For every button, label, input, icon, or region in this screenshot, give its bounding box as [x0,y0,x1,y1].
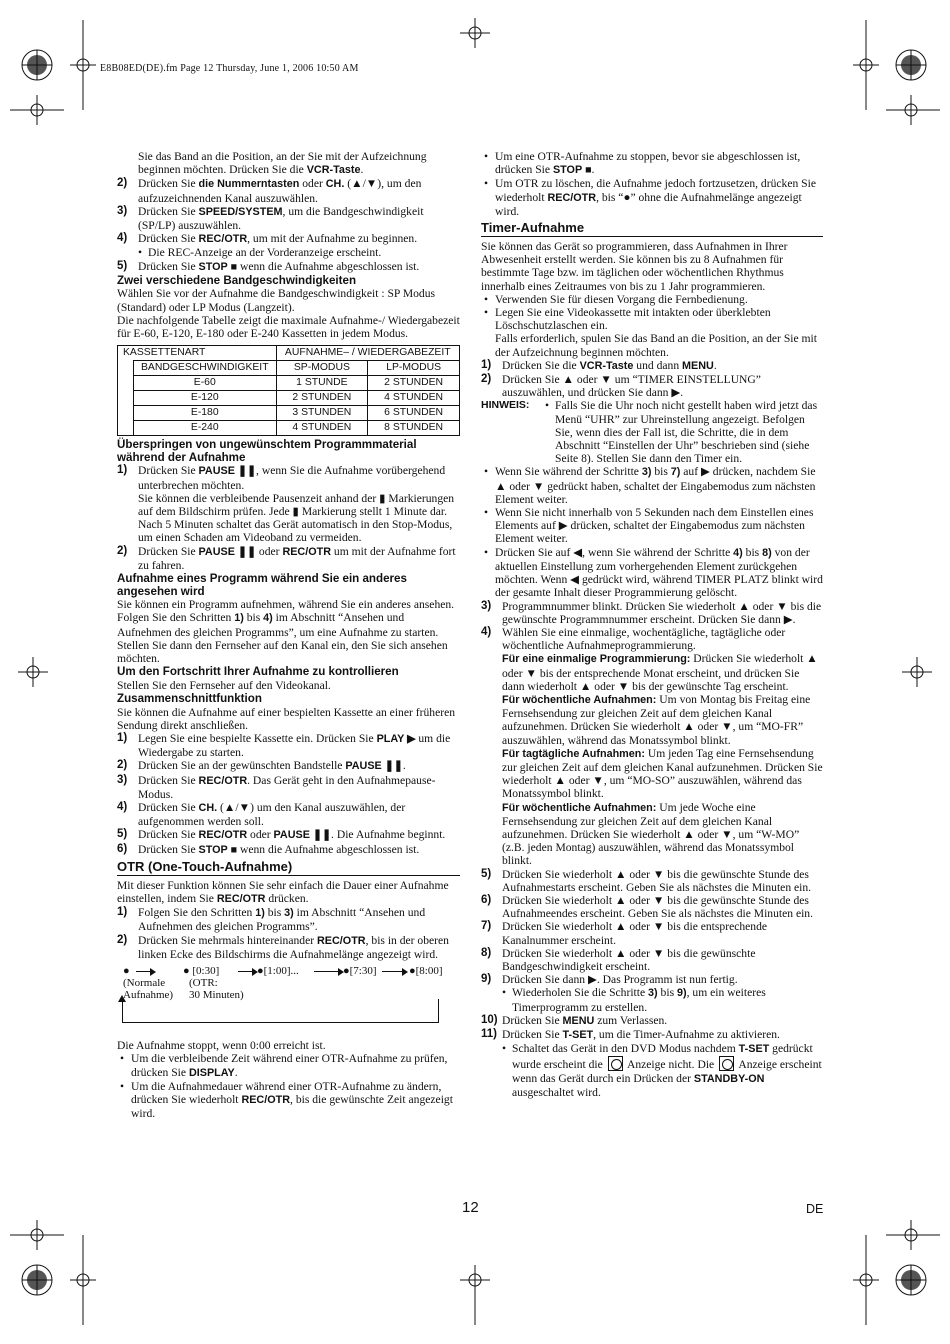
otr-state-8-00: ●[8:00] [409,965,443,978]
watch-paragraph: Sie können ein Programm aufnehmen, während Sie ein anderes ansehen. Folgen Sie den Schritten 1) bis 4) im Abschnitt “Ansehen und Aufnehmen des gleichen Programms”, um eine Aufnahme zu starten. Stellen Sie dann den Fernseher auf den Kanal ein, den Sie sich ansehen möchten. [117,598,455,666]
table-header-sp: SP-MODUS [276,361,368,376]
corner-rosette-bottom-right [896,1265,926,1295]
otr-bullet-change: • Um die Aufnahmedauer während einer OTR-Aufnahme zu ändern, drücken Sie wiederholt REC/OTR, bis die gewünschte Zeit angezeigt wird. [120,1079,453,1121]
recording-time-table [117,345,460,436]
otr-label-otr: (OTR: 30 Minuten) [189,977,244,1002]
assemble-step-3: 3) Drücken Sie REC/OTR. Das Gerät geht in den Aufnahmepause-Modus. [117,773,436,801]
assemble-step-6: 6) Drücken Sie STOP ■ wenn die Aufnahme abgeschlossen ist. [117,842,420,856]
table-header-lp: LP-MODUS [368,361,460,376]
timer-step-4: 4) Wählen Sie eine einmalige, wochentägliche, tagtägliche oder wöchentliche Aufnahmeprogrammierung. Für eine einmalige Programmierung: Drücken Sie wiederholt ▲ oder ▼ bis der entsprechende Monat erscheint, und drücken Sie dann wiederholt ▲ oder ▼ bis der gewünschte Tag erscheint. Für wöchentliche Aufnahmen: Um von Montag bis Freitag eine Fernsehsendung zur gleichen Zeit auf dem gleichen Kanal aufzunehmen. Drücken Sie wiederholt ▲ oder ▼, um “MO-FR” auszuwählen, während das Monatssymbol blinkt. Für tagtägliche Aufnahmen: Um jeden Tag eine Fernsehsendung zur gleichen Zeit auf dem gleichen Kanal aufzunehmen. Drücken Sie wiederholt ▲ oder ▼, um “MO-SO” auszuwählen, während das Monatssymbol blinkt. Für wöchentliche Aufnahmen: Um jede Woche eine Fernsehsendung zur gleichen Zeit auf dem gleichen Kanal aufzunehmen. Drücken Sie wiederholt ▲ oder ▼, um “W-MO” (z.B. jeden Montag) auszuwählen, während das Monatssymbol blinkt. [481,625,823,868]
corner-rosette-top-left [22,50,52,80]
left-column [117,150,460,1120]
note-clock: HINWEIS: • Falls Sie die Uhr noch nicht gestellt haben wird jetzt das Menü “UHR” zur Uhreinstellung angezeigt. Befolgen Sie, wenn dies der Fall ist, die Schritte, die in dem Abschnitt “Einstellen der Uhr” beschrieben sind (siehe Seite 8). Stellen Sie dann den Timer ein. [481,399,818,466]
otr-state-0-30: ● [0:30] [183,965,220,978]
timer-bullet-cassette: • Legen Sie eine Videokassette mit intakten oder überklebten Löschschutzlaschen ein. Falls erforderlich, spulen Sie das Band an die Position, an der Sie mit der Aufzeichnung beginnen möchten. [484,306,817,359]
corner-rosette-top-right [896,50,926,80]
otr-step-2: 2) Drücken Sie mehrmals hintereinander REC/OTR, bis in der oberen linken Ecke des Bildschirms die Aufnahmelänge angezeigt wird. [117,933,449,961]
heading-timer: Timer-Aufnahme [481,220,823,237]
timer-step-1: 1) Drücken Sie die VCR-Taste und dann MENU. [481,358,717,372]
heading-watch-other: Aufnahme eines Programm während Sie ein anderes angesehen wird [117,572,407,598]
otr-stop-note: Die Aufnahme stoppt, wenn 0:00 erreicht ist. [117,1039,326,1053]
skip-step-1: 1) Drücken Sie PAUSE ❚❚, wenn Sie die Aufnahme vorübergehend unterbrechen möchten. Sie können die verbleibende Pausenzeit anhand der ▮ Markierungen auf dem Bildschirm prüfen. Jede ▮ Markierung stellt 1 Minute dar. Nach 5 Minuten schaltet das Gerät automatisch in den Stop-Modus, um einen Schaden am Videoband zu vermeiden. [117,464,455,545]
timer-bullet-back: • Drücken Sie auf ◀, wenn Sie während der Schritte 4) bis 8) von der aktuellen Einstellung zum vorhergehenden Element zurückgehen möchten. Wenn ◀ gedrückt wird, während TIMER PLATZ blinkt wird der gesamte Inhalt dieser Programmierung gelöscht. [484,545,823,600]
otr-arrow [381,965,407,978]
step-2: 2) Drücken Sie die Nummerntasten oder CH. (▲/▼), um den aufzuzeichnenden Kanal auszuwählen. [117,177,422,205]
timer-paragraph: Sie können das Gerät so programmieren, dass Aufnahmen in Ihrer Abwesenheit erstellt werden. Sie können bis zu 8 Aufnahmen für bestimmte Tage bzw. im täglichen oder wöchentlichen Rhythmus innerhalb eines Zeitraumes von bis zu 1 Jahr programmieren. [481,240,788,293]
timer-step-8: 8) Drücken Sie wiederholt ▲ oder ▼ bis die gewünschte Bandgeschwindigkeit erscheint. [481,946,756,973]
otr-state-normal: ● [123,965,130,978]
corner-rosette-bottom-left [22,1265,52,1295]
timer-step-6: 6) Drücken Sie wiederholt ▲ oder ▼ bis die gewünschte Stunde des Aufnahmeendes erscheint. Geben Sie als nächstes die Minuten ein. [481,893,814,921]
step-3: 3) Drücken Sie SPEED/SYSTEM, um die Bandgeschwindigkeit (SP/LP) auszuwählen. [117,204,424,233]
timer-clock-icon [719,1056,734,1071]
otr-state-7-30: ●[7:30] [343,965,377,978]
otr-cycle-diagram [117,965,460,1039]
right-column [481,150,823,1099]
skip-step-2: 2) Drücken Sie PAUSE ❚❚ oder REC/OTR um mit der Aufnahme fort zu fahren. [117,544,456,572]
step-5: 5) Drücken Sie STOP ■ wenn die Aufnahme abgeschlossen ist. [117,259,420,273]
intro-paragraph: Sie das Band an die Position, an der Sie mit der Aufzeichnung beginnen möchten. Drücken Sie die VCR-Taste. [138,150,427,177]
table-row: E-180 3 STUNDEN 6 STUNDEN [118,406,460,421]
heading-progress: Um den Fortschritt Ihrer Aufnahme zu kontrollieren [117,665,399,679]
timer-bullet-remote: • Verwenden Sie für diesen Vorgang die Fernbedienung. [484,292,748,306]
heading-skip: Überspringen von ungewünschtem Programmmaterial während der Aufnahme [117,438,417,464]
table-header-cassette-type: KASSETTENART [118,346,277,361]
assemble-step-4: 4) Drücken Sie CH. (▲/▼) um den Kanal auszuwählen, der aufgenommen werden soll. [117,801,406,829]
table-header-speed: BANDGESCHWINDIGKEIT [134,361,277,376]
speed-paragraph-1: Wählen Sie vor der Aufnahme die Bandgeschwindigkeit : SP Modus (Standard) oder LP Modus (Langzeit). [117,287,436,314]
timer-step-2: 2) Drücken Sie ▲ oder ▼ um “TIMER EINSTELLUNG” auszuwählen, und drücken Sie dann ▶. [481,373,761,400]
table-row: E-120 2 STUNDEN 4 STUNDEN [118,391,460,406]
otr-bullet-stop: • Um eine OTR-Aufnahme zu stoppen, bevor sie abgeschlossen ist, drücken Sie STOP ■. [484,150,801,177]
timer-step-5: 5) Drücken Sie wiederholt ▲ oder ▼ bis die gewünschte Stunde des Aufnahmestarts erscheint. Geben Sie als nächstes die Minuten ein. [481,867,812,894]
table-row: E-60 1 STUNDE 2 STUNDEN [118,376,460,391]
timer-step-10: 10) Drücken Sie MENU zum Verlassen. [481,1013,668,1027]
heading-assemble: Zusammenschnittfunktion [117,692,262,706]
assemble-paragraph: Sie können die Aufnahme auf einer bespielten Kassette an einer früheren Sendung direkt anschließen. [117,705,456,732]
progress-paragraph: Stellen Sie den Fernseher auf den Videokanal. [117,678,331,692]
otr-arrow [313,965,343,978]
heading-otr: OTR (One-Touch-Aufnahme) [117,859,460,876]
otr-return-loop [122,999,439,1023]
otr-paragraph: Mit dieser Funktion können Sie sehr einfach die Dauer einer Aufnahme einstellen, indem Sie REC/OTR drücken. [117,878,449,906]
assemble-step-1: 1) Legen Sie eine bespielte Kassette ein. Drücken Sie PLAY ▶ um die Wiedergabe zu starten. [117,732,451,760]
speed-paragraph-2: Die nachfolgende Tabelle zeigt die maximale Aufnahme-/ Wiedergabezeit für E-60, E-120, E-180 oder E-240 Kassetten in jedem Modus. [117,313,460,341]
timer-step-9: 9) Drücken Sie dann ▶. Das Programm ist nun fertig. • Wiederholen Sie die Schritte 3) bis 9), um ein weiteres Timerprogramm zu erstellen. [481,973,766,1014]
otr-state-1-00: ●[1:00]... [257,965,299,978]
otr-step-1: 1) Folgen Sie den Schritten 1) bis 3) im Abschnitt “Ansehen und Aufnehmen des gleichen Programms”. [117,906,426,934]
assemble-step-5: 5) Drücken Sie REC/OTR oder PAUSE ❚❚. Die Aufnahme beginnt. [117,828,446,842]
heading-tape-speeds: Zwei verschiedene Bandgeschwindigkeiten [117,273,357,287]
timer-clock-icon [608,1056,623,1071]
page-number: 12 [462,1199,479,1216]
otr-bullet-cancel: • Um OTR zu löschen, die Aufnahme jedoch fortzusetzen, drücken Sie wiederholt REC/OTR, bis “●” ohne die Aufnahmelänge angezeigt wird. [484,177,816,218]
timer-bullet-timeout: • Wenn Sie nicht innerhalb von 5 Sekunden nach dem Einstellen eines Elements auf ▶ drücken, schaltet der Eingabemodus zum nächsten Element weiter. [484,506,814,546]
timer-bullet-next: • Wenn Sie während der Schritte 3) bis 7) auf ▶ drücken, nachdem Sie ▲ oder ▼ gedrückt haben, schaltet der Eingabemodus zum nächsten Element weiter. [484,465,816,506]
table-row: E-240 4 STUNDEN 8 STUNDEN [118,421,460,436]
timer-step-3: 3) Programmnummer blinkt. Drücken Sie wiederholt ▲ oder ▼ bis die gewünschte Programmnummer erscheint. Drücken Sie dann ▶. [481,599,822,626]
otr-bullet-display: • Um die verbleibende Zeit während einer OTR-Aufnahme zu prüfen, drücken Sie DISPLAY. [120,1052,448,1079]
assemble-step-2: 2) Drücken Sie an der gewünschten Bandstelle PAUSE ❚❚. [117,759,406,773]
language-marker: DE [806,1202,824,1216]
timer-step-11: 11) Drücken Sie T-SET, um die Timer-Aufnahme zu aktivieren. • Schaltet das Gerät in den DVD Modus nachdem T-SET gedrückt wurde erscheint die Anzeige nicht. Die Anzeige erscheint wenn das Gerät durch ein Drücken der STANDBY-ON ausgeschaltet wird. [481,1028,822,1099]
table-header-time: AUFNAHME– / WIEDERGABEZEIT [276,346,459,361]
file-header: E8B08ED(DE).fm Page 12 Thursday, June 1, 2006 10:50 AM [100,63,359,74]
timer-step-7: 7) Drücken Sie wiederholt ▲ oder ▼ bis die entsprechende Kanalnummer erscheint. [481,920,768,947]
otr-label-normal: (Normale Aufnahme) [123,977,174,1002]
step-4: 4) Drücken Sie REC/OTR, um mit der Aufnahme zu beginnen. • Die REC-Anzeige an der Vorderanzeige erscheint. [117,232,418,260]
